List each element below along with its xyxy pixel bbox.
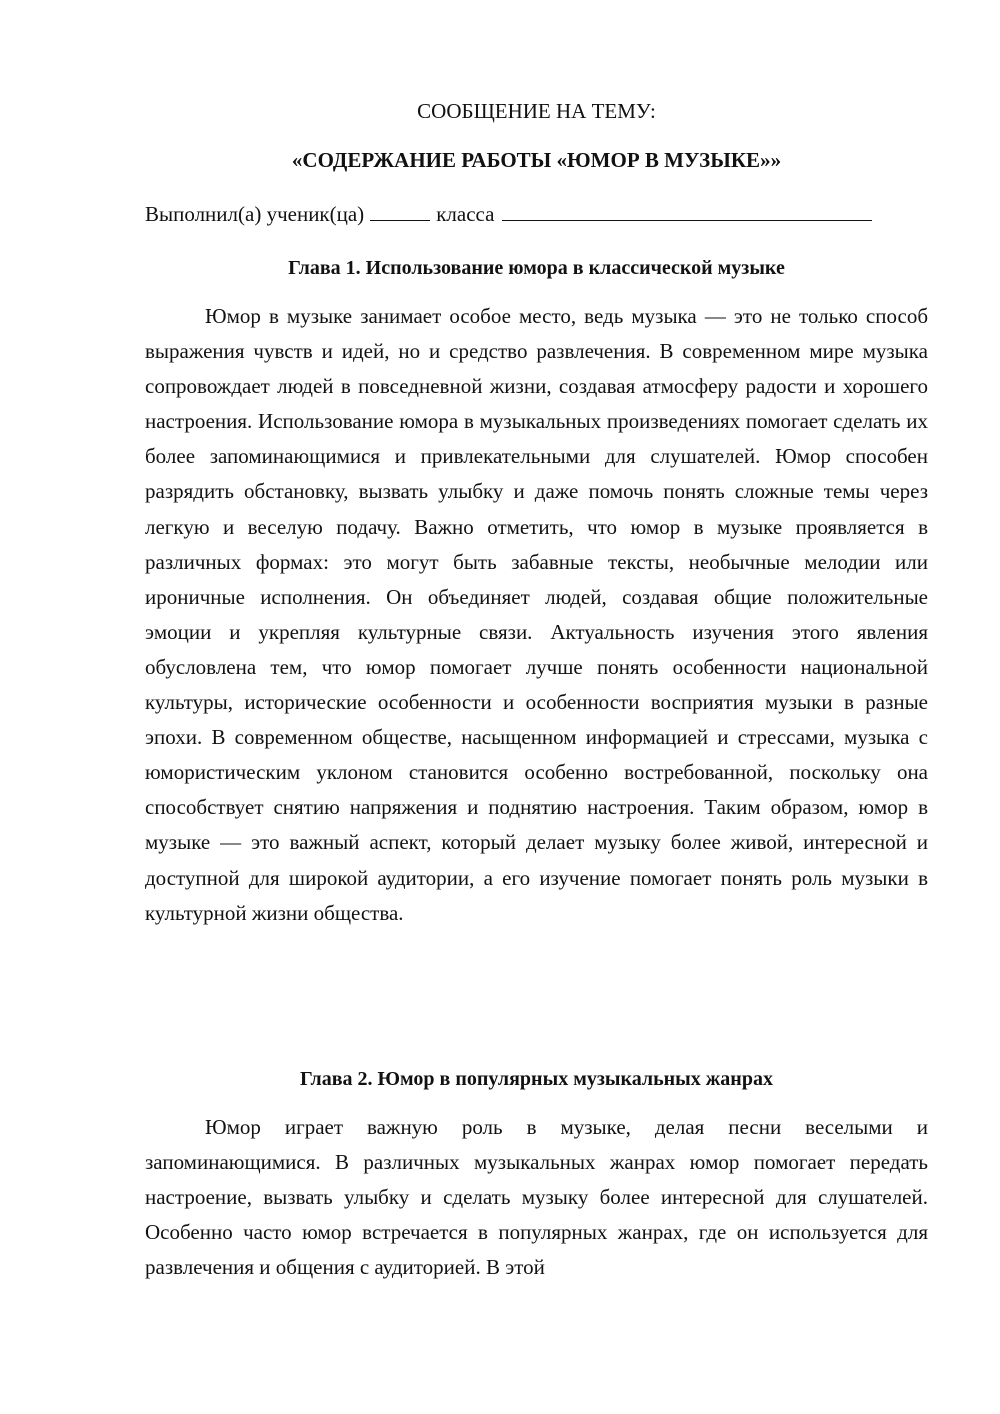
author-line xyxy=(145,200,928,227)
chapter-1-heading: Глава 1. Использование юмора в классической музыке xyxy=(288,257,785,279)
name-blank xyxy=(502,200,872,221)
chapter-2-paragraph: Юмор играет важную роль в музыке, делая песни веселыми и запоминающимися. В различных музыкальных жанрах юмор помогает передать настроение, вызвать улыбку и сделать музыку более интересной для слушателей. Особенно часто юмор встречается в популярных жанрах, где он используется для развлечения и общения с аудиторией. В этой xyxy=(145,1115,928,1280)
class-number-blank xyxy=(370,200,430,221)
chapter-1-paragraph: Юмор в музыке занимает особое место, ведь музыка — это не только способ выражения чувств и идей, но и средство развлечения. В современном мире музыка сопровождает людей в повседневной жизни, создавая атмосферу радости и хорошего настроения. Использование юмора в музыкальных произведениях помогает сделать их более запоминающимися и привлекательными для слушателей. Юмор способен разрядить обстановку, вызвать улыбку и даже помочь понять сложные темы через легкую и веселую подачу. Важно отметить, что юмор в музыке проявляется в различных формах: это могут быть забавные тексты, необычные мелодии или ироничные исполнения. Он объединяет людей, создавая общие положительные эмоции и укрепляя культурные связи. Актуальность изучения этого явления обусловлена тем, что юмор помогает лучше понять особенности национальной культуры, исторические особенности и особенности восприятия музыки в разные эпохи. В современном обществе, насыщенном информацией и стрессами, музыка с юмористическим уклоном становится особенно востребованной, поскольку она способствует снятию напряжения и поднятию настроения. Таким образом, юмор в музыке — это важный аспект, который делает музыку более живой, интересной и доступной для широкой аудитории, а его изучение помогает понять роль музыки в культурной жизни общества. xyxy=(145,304,928,925)
class-word: класса xyxy=(436,202,495,226)
document-title-line-2: «СОДЕРЖАНИЕ РАБОТЫ «ЮМОР В МУЗЫКЕ»» xyxy=(291,148,782,172)
author-prefix: Выполнил(а) ученик(ца) xyxy=(145,202,365,226)
document-title-line-1: СООБЩЕНИЕ НА ТЕМУ: xyxy=(417,99,656,123)
chapter-2-heading: Глава 2. Юмор в популярных музыкальных жанрах xyxy=(300,1068,773,1090)
